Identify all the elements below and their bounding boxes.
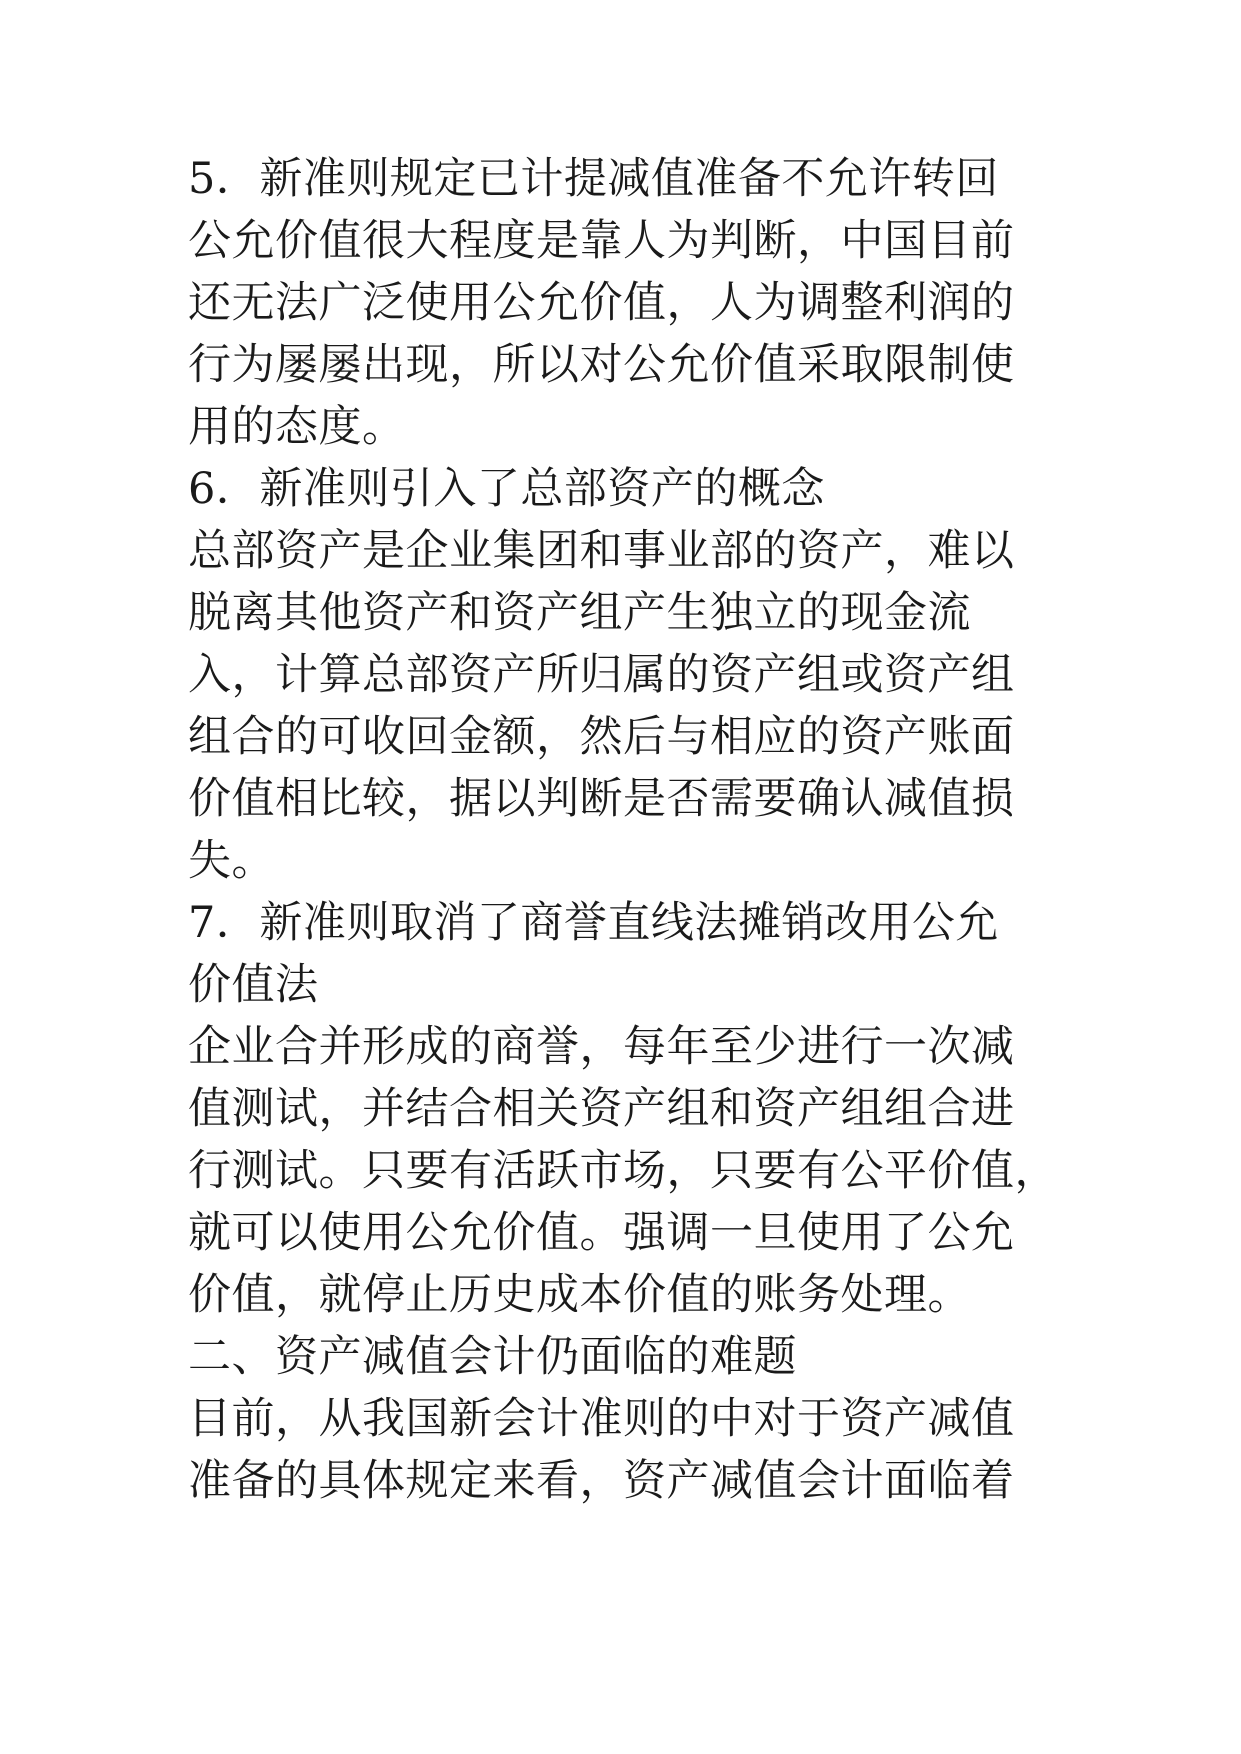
- text-line: 总部资产是企业集团和事业部的资产，难以: [188, 526, 1015, 576]
- text-line: 就可以使用公允价值。强调一旦使用了公允: [188, 1208, 1015, 1258]
- text-line: 企业合并形成的商誉，每年至少进行一次减: [188, 1022, 1015, 1072]
- text-line: 组合的可收回金额，然后与相应的资产账面: [188, 712, 1015, 762]
- text-line: 值测试，并结合相关资产组和资产组组合进: [188, 1084, 1015, 1134]
- text-line: 脱离其他资产和资产组产生独立的现金流: [188, 588, 971, 638]
- text-line: 用的态度。: [188, 402, 406, 452]
- text-line: 还无法广泛使用公允价值，人为调整利润的: [188, 278, 1015, 328]
- body-text: [188, 148, 1068, 1512]
- section-heading: 价值法: [188, 960, 319, 1010]
- text-line: 准备的具体规定来看，资产减值会计面临着: [188, 1456, 1015, 1506]
- text-line: 行为屡屡出现，所以对公允价值采取限制使: [188, 340, 1015, 390]
- text-line: 失。: [188, 836, 275, 886]
- section-heading: 7．新准则取消了商誉直线法摊销改用公允: [188, 898, 999, 948]
- text-line: 价值相比较，据以判断是否需要确认减值损: [188, 774, 1015, 824]
- text-line: 目前，从我国新会计准则的中对于资产减值: [188, 1394, 1015, 1444]
- text-line: 公允价值很大程度是靠人为判断，中国目前: [188, 216, 1015, 266]
- text-line: 入，计算总部资产所归属的资产组或资产组: [188, 650, 1015, 700]
- text-line: 价值，就停止历史成本价值的账务处理。: [188, 1270, 971, 1320]
- text-line: 行测试。只要有活跃市场，只要有公平价值，: [188, 1146, 1058, 1196]
- text-line: 5．新准则规定已计提减值准备不允许转回: [188, 154, 999, 204]
- section-heading: 6．新准则引入了总部资产的概念: [188, 464, 825, 514]
- section-heading: 二、资产减值会计仍面临的难题: [188, 1332, 797, 1382]
